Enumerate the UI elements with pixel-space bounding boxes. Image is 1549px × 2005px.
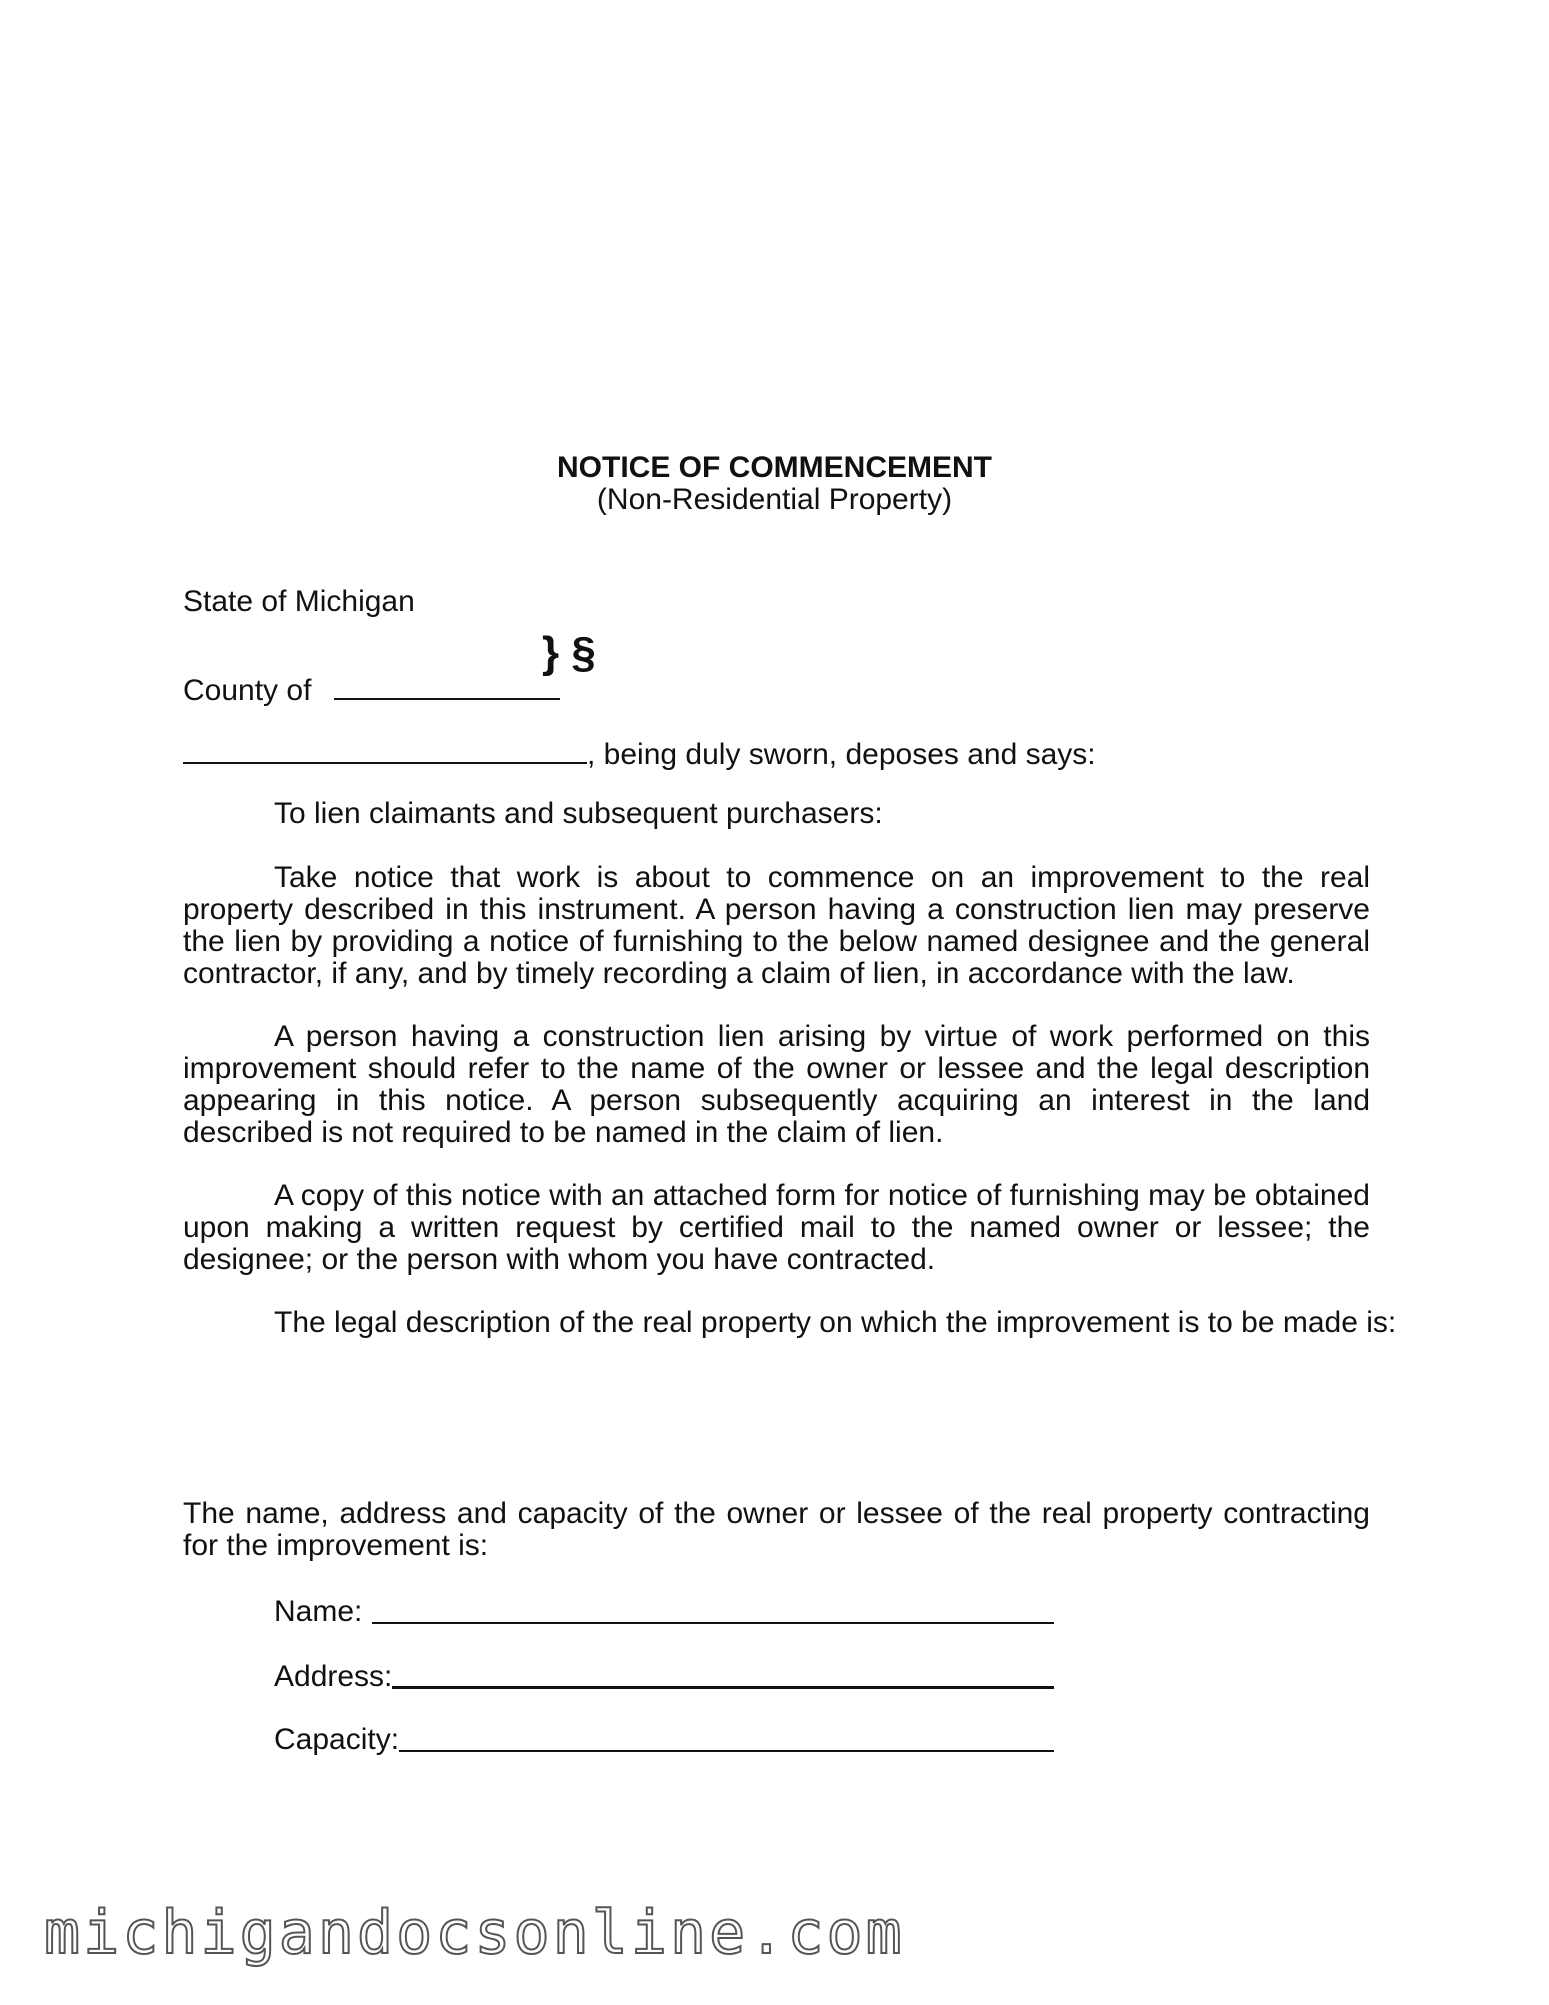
- legal-description-label: The legal description of the real property on which the improvement is to be made is:: [274, 1306, 1397, 1339]
- owner-name-blank-line[interactable]: [372, 1594, 1054, 1624]
- document-title: NOTICE OF COMMENCEMENT: [557, 451, 992, 484]
- affiant-row: [183, 734, 1096, 771]
- owner-address-row: [274, 1658, 1054, 1693]
- affiant-text: , being duly sworn, deposes and says:: [587, 738, 1096, 771]
- owner-intro: The name, address and capacity of the owner or lessee of the real property contracting for the improvement is:: [183, 1497, 1370, 1562]
- owner-capacity-row: [274, 1722, 1054, 1756]
- document-subtitle: (Non-Residential Property): [596, 483, 953, 516]
- owner-address-label: Address:: [274, 1660, 393, 1693]
- owner-capacity-label: Capacity:: [274, 1723, 400, 1756]
- paragraph-take-notice: Take notice that work is about to commence on an improvement to the real property described in this instrument. A person having a construction lien may preserve the lien by providing a notice of furnishing to the below named designee and the general contractor, if any, and by timely recording a claim of lien, in accordance with the law.: [183, 861, 1370, 990]
- paragraph-lien-claim: A person having a construction lien arising by virtue of work performed on this improvement should refer to the name of the owner or lessee and the legal description appearing in this notice. A person subsequently acquiring an interest in the land described is not required to be named in the claim of lien.: [183, 1020, 1370, 1149]
- owner-address-blank-line[interactable]: [392, 1658, 1054, 1689]
- owner-name-row: [274, 1594, 1054, 1628]
- affiant-name-blank-line[interactable]: [183, 734, 587, 764]
- paragraph-copy-request: A copy of this notice with an attached form for notice of furnishing may be obtained upon making a written request by certified mail to the named owner or lessee; the designee; or the person with whom you have contracted.: [183, 1179, 1370, 1276]
- owner-name-label: Name:: [274, 1595, 363, 1628]
- venue-brace-symbol: } §: [542, 628, 596, 677]
- state-label: State of Michigan: [183, 585, 415, 618]
- salutation: To lien claimants and subsequent purchasers:: [274, 797, 883, 830]
- county-row: [183, 670, 560, 707]
- county-label: County of: [183, 674, 312, 707]
- owner-capacity-blank-line[interactable]: [399, 1722, 1054, 1752]
- site-watermark: michigandocsonline.com: [44, 1898, 905, 1968]
- county-blank-line[interactable]: [334, 670, 560, 700]
